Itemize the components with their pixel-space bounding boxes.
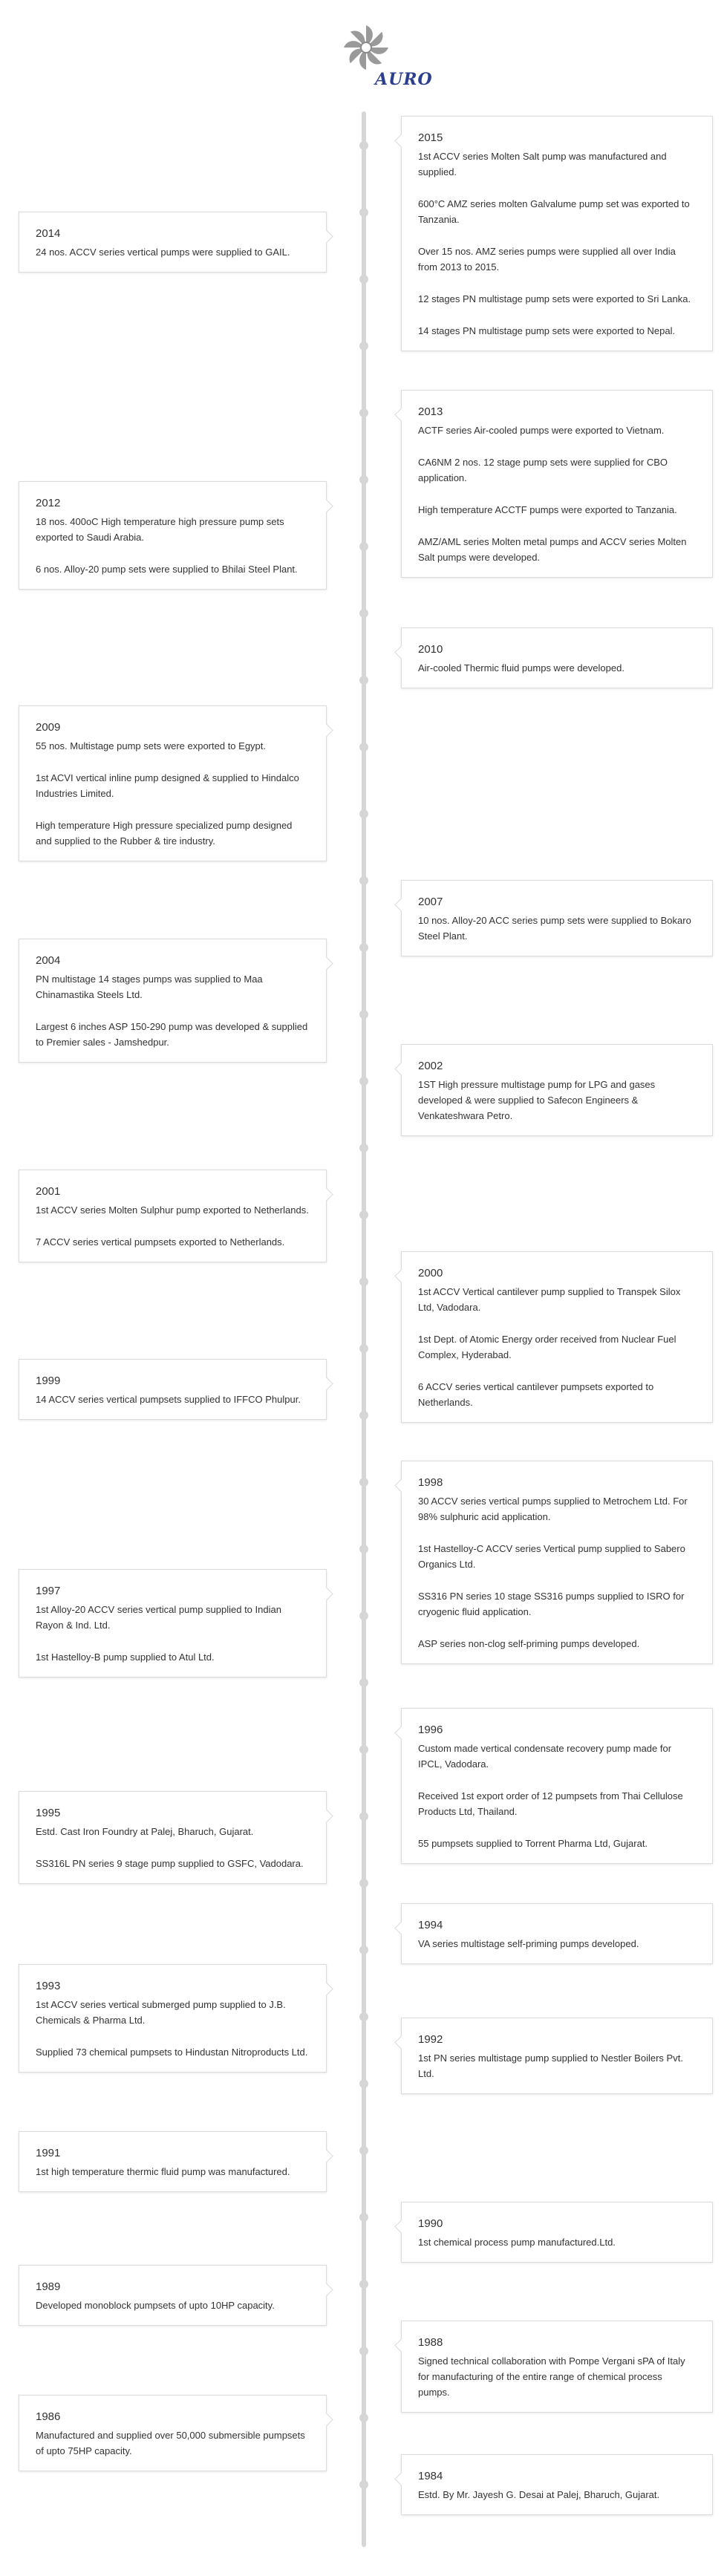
timeline-entry-1994 (401, 1903, 713, 1964)
timeline-dot (359, 1478, 368, 1487)
timeline-event: 1st high temperature thermic fluid pump was manufactured. (36, 2166, 290, 2177)
timeline-dot (359, 408, 368, 417)
timeline-event: 1st Alloy-20 ACCV series vertical pump supplied to Indian Rayon & Ind. Ltd. (36, 1604, 281, 1631)
timeline-year: 1998 (418, 1476, 443, 1489)
timeline-entry-1984 (401, 2454, 713, 2515)
timeline-event: VA series multistage self-priming pumps developed. (418, 1938, 639, 1949)
timeline-event: 1st ACCV series Molten Sulphur pump exported to Netherlands. (36, 1204, 309, 1216)
timeline-event: 14 stages PN multistage pump sets were exported to Nepal. (418, 325, 676, 336)
timeline-entry-1990 (401, 2202, 713, 2263)
timeline-year: 2000 (418, 1267, 443, 1279)
timeline-entry-2012 (19, 481, 327, 590)
timeline-dot (359, 809, 368, 818)
timeline-dot (359, 943, 368, 952)
timeline-year: 1989 (36, 2280, 61, 2293)
timeline-event: Signed technical collaboration with Pompe Vergani sPA of Italy for manufacturing of the entire range of chemical process pumps. (418, 2355, 685, 2398)
timeline-dot (359, 2213, 368, 2222)
timeline-entry-1998 (401, 1461, 713, 1664)
timeline-year: 1984 (418, 2470, 443, 2482)
timeline-dot (359, 2146, 368, 2155)
timeline-event: SS316L PN series 9 stage pump supplied to GSFC, Vadodara. (36, 1858, 304, 1869)
timeline-dot (359, 2347, 368, 2355)
timeline-entry-1995 (19, 1791, 327, 1884)
timeline-entry-1999 (19, 1359, 327, 1420)
timeline-year: 2014 (36, 227, 61, 240)
timeline-event: 1st PN series multistage pump supplied to Nestler Boilers Pvt. Ltd. (418, 2052, 683, 2079)
timeline-entry-1992 (401, 2018, 713, 2094)
timeline-dot (359, 1611, 368, 1620)
timeline-entry-2010 (401, 627, 713, 688)
timeline-event: Developed monoblock pumpsets of upto 10HP capacity. (36, 2300, 275, 2311)
timeline-event: 1st ACVI vertical inline pump designed & supplied to Hindalco Industries Limited. (36, 772, 299, 799)
timeline-event: SS316 PN series 10 stage SS316 pumps supplied to ISRO for cryogenic fluid application. (418, 1591, 685, 1617)
timeline-event: ASP series non-clog self-priming pumps developed. (418, 1638, 640, 1649)
timeline-dot (359, 1277, 368, 1286)
timeline-event: 24 nos. ACCV series vertical pumps were supplied to GAIL. (36, 247, 290, 258)
timeline-entry-1988 (401, 2321, 713, 2413)
timeline-entry-2000 (401, 1251, 713, 1423)
timeline-dot (359, 1946, 368, 1954)
timeline-dot (359, 1411, 368, 1420)
timeline-entry-2002 (401, 1044, 713, 1136)
timeline-dot (359, 475, 368, 484)
timeline-event: 10 nos. Alloy-20 ACC series pump sets were supplied to Bokaro Steel Plant. (418, 915, 691, 942)
timeline-entry-2014 (19, 212, 327, 273)
timeline-entry-2009 (19, 705, 327, 861)
timeline-dot (359, 1745, 368, 1754)
timeline-dot (359, 2012, 368, 2021)
timeline-event: High temperature ACCTF pumps were exported to Tanzania. (418, 504, 677, 515)
timeline-dot (359, 208, 368, 217)
timeline-dot (359, 1210, 368, 1219)
timeline-year: 2010 (418, 643, 443, 656)
timeline-year: 2001 (36, 1185, 61, 1198)
timeline-event: 1st ACCV Vertical cantilever pump supplied to Transpek Silox Ltd, Vadodara. (418, 1286, 681, 1313)
timeline-dot (359, 2280, 368, 2289)
timeline-entry-1991 (19, 2131, 327, 2192)
timeline-event: 12 stages PN multistage pump sets were exported to Sri Lanka. (418, 293, 691, 304)
timeline-event: ACTF series Air-cooled pumps were exported to Vietnam. (418, 425, 665, 436)
timeline-event: Estd. By Mr. Jayesh G. Desai at Palej, Bharuch, Gujarat. (418, 2489, 660, 2500)
timeline-year: 2012 (36, 497, 61, 509)
timeline-year: 2007 (418, 896, 443, 908)
timeline-event: AMZ/AML series Molten metal pumps and ACCV series Molten Salt pumps were developed. (418, 536, 687, 563)
timeline-dot (359, 609, 368, 618)
timeline-dot (359, 141, 368, 150)
timeline-event: 7 ACCV series vertical pumpsets exported to Netherlands. (36, 1236, 285, 1248)
timeline-dot (359, 1010, 368, 1019)
timeline-entry-1986 (19, 2395, 327, 2471)
timeline-dot (359, 342, 368, 350)
timeline-year: 1988 (418, 2336, 443, 2349)
timeline-event: Supplied 73 chemical pumpsets to Hindustan Nitroproducts Ltd. (36, 2047, 308, 2058)
timeline-event: CA6NM 2 nos. 12 stage pump sets were supplied for CBO application. (418, 457, 668, 483)
timeline-dot (359, 743, 368, 751)
timeline-event: Over 15 nos. AMZ series pumps were supplied all over India from 2013 to 2015. (418, 246, 676, 273)
timeline-dot (359, 1812, 368, 1821)
timeline-dot (359, 1077, 368, 1086)
timeline-year: 1993 (36, 1980, 61, 1992)
timeline-event: 1ST High pressure multistage pump for LPG and gases developed & were supplied to Safecon Engineers & Venkateshwara Petro. (418, 1079, 656, 1121)
timeline-dot (359, 876, 368, 885)
timeline-entry-1993 (19, 1964, 327, 2073)
timeline-year: 1991 (36, 2147, 61, 2159)
timeline-dot (359, 275, 368, 284)
timeline-year: 1992 (418, 2033, 443, 2046)
timeline-event: 6 ACCV series vertical cantilever pumpsets exported to Netherlands. (418, 1381, 654, 1408)
timeline-dot (359, 1144, 368, 1152)
timeline-dot (359, 1879, 368, 1888)
timeline-event: High temperature High pressure specialized pump designed and supplied to the Rubber & tire industry. (36, 820, 293, 847)
timeline-entry-2001 (19, 1170, 327, 1262)
timeline-event: 55 pumpsets supplied to Torrent Pharma Ltd, Gujarat. (418, 1838, 648, 1849)
timeline-entry-2015 (401, 116, 713, 351)
timeline-entry-2004 (19, 939, 327, 1063)
timeline-year: 2015 (418, 131, 443, 144)
timeline-entry-1996 (401, 1708, 713, 1864)
timeline-year: 1990 (418, 2217, 443, 2230)
timeline-year: 1996 (418, 1724, 443, 1736)
timeline-year: 1994 (418, 1919, 443, 1931)
timeline-year: 1999 (36, 1375, 61, 1387)
timeline-event: Air-cooled Thermic fluid pumps were developed. (418, 662, 624, 674)
timeline-event: 1st Dept. of Atomic Energy order received from Nuclear Fuel Complex, Hyderabad. (418, 1334, 676, 1360)
timeline-dot (359, 676, 368, 685)
timeline-event: Estd. Cast Iron Foundry at Palej, Bharuch, Gujarat. (36, 1826, 254, 1837)
timeline-year: 1995 (36, 1807, 61, 1819)
timeline-event: 30 ACCV series vertical pumps supplied to Metrochem Ltd. For 98% sulphuric acid application. (418, 1496, 688, 1522)
timeline-event: 600°C AMZ series molten Galvalume pump set was exported to Tanzania. (418, 198, 690, 225)
timeline-event: 1st chemical process pump manufactured.Ltd. (418, 2237, 616, 2248)
timeline-event: Custom made vertical condensate recovery pump made for IPCL, Vadodara. (418, 1743, 672, 1770)
timeline-event: 1st ACCV series Molten Salt pump was manufactured and supplied. (418, 151, 667, 177)
timeline-year: 1997 (36, 1585, 61, 1597)
timeline-event: 1st Hastelloy-B pump supplied to Atul Ltd. (36, 1651, 215, 1663)
timeline-dot (359, 1678, 368, 1687)
timeline-entry-1997 (19, 1569, 327, 1677)
timeline-event: 1st Hastelloy-C ACCV series Vertical pump supplied to Sabero Organics Ltd. (418, 1543, 685, 1570)
timeline-dot (359, 542, 368, 551)
timeline-entry-2013 (401, 390, 713, 578)
timeline-event: Largest 6 inches ASP 150-290 pump was developed & supplied to Premier sales - Jamshedpur. (36, 1021, 308, 1048)
timeline-dot (359, 1344, 368, 1353)
timeline-event: Manufactured and supplied over 50,000 submersible pumpsets of upto 75HP capacity. (36, 2430, 305, 2456)
timeline-year: 2009 (36, 721, 61, 734)
timeline-year: 2004 (36, 954, 61, 967)
timeline-event: 18 nos. 400oC High temperature high pressure pump sets exported to Saudi Arabia. (36, 516, 284, 543)
timeline-event: 6 nos. Alloy-20 pump sets were supplied to Bhilai Steel Plant. (36, 564, 298, 575)
timeline-dot (359, 2079, 368, 2088)
timeline-event: Received 1st export order of 12 pumpsets from Thai Cellulose Products Ltd, Thailand. (418, 1790, 683, 1817)
timeline-event: 14 ACCV series vertical pumpsets supplied to IFFCO Phulpur. (36, 1394, 301, 1405)
logo-text: AURO (375, 70, 433, 89)
timeline-year: 1986 (36, 2410, 61, 2423)
timeline-year: 2002 (418, 1060, 443, 1072)
timeline-dot (359, 2413, 368, 2422)
timeline-entry-1989 (19, 2265, 327, 2326)
timeline-entry-2007 (401, 880, 713, 956)
timeline-event: 55 nos. Multistage pump sets were exported to Egypt. (36, 740, 267, 751)
timeline-dot (359, 1545, 368, 1553)
timeline-year: 2013 (418, 405, 443, 418)
timeline-event: 1st ACCV series vertical submerged pump supplied to J.B. Chemicals & Pharma Ltd. (36, 1999, 286, 2026)
timeline-event: PN multistage 14 stages pumps was supplied to Maa Chinamastika Steels Ltd. (36, 974, 263, 1000)
timeline-dot (359, 2480, 368, 2489)
